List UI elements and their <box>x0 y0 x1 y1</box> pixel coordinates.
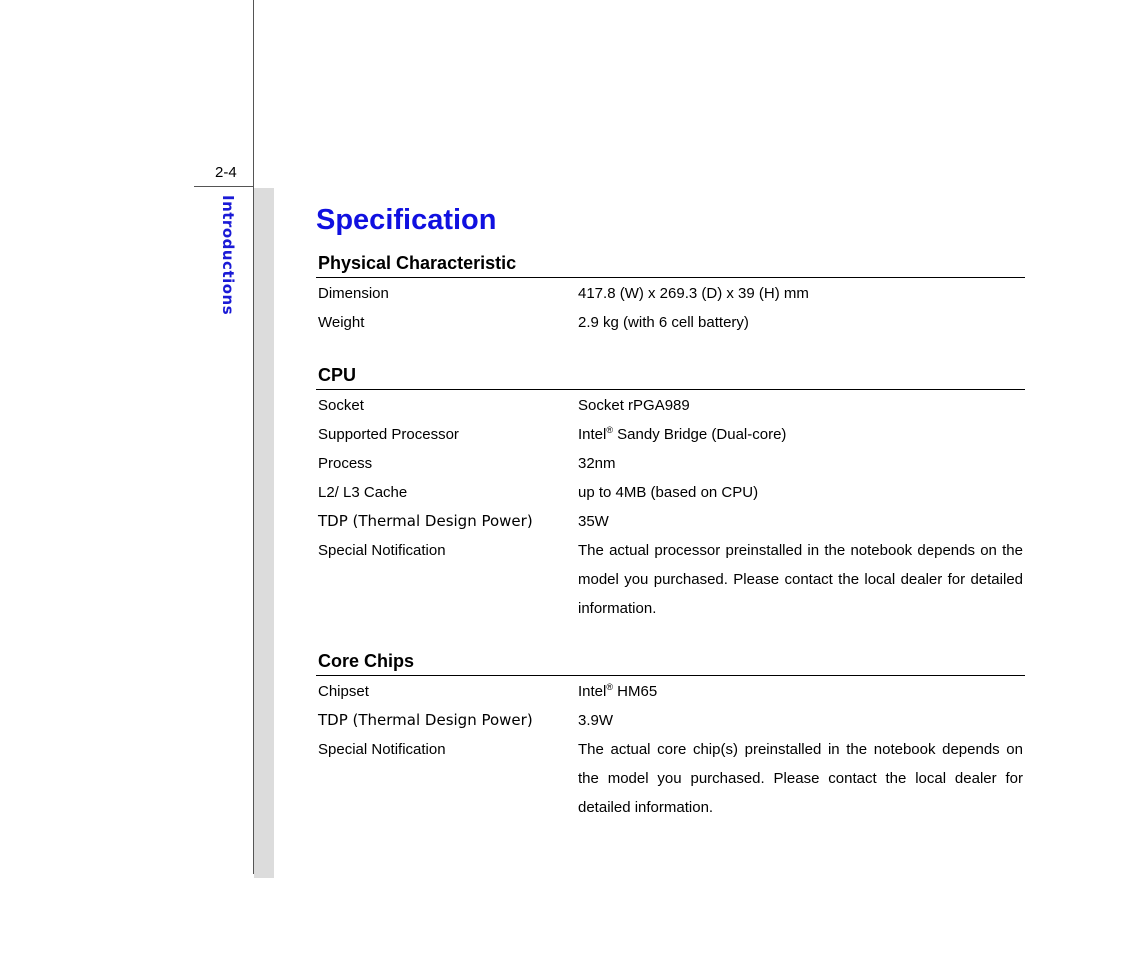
spec-value: 2.9 kg (with 6 cell battery) <box>578 314 749 331</box>
main-content <box>316 200 1025 822</box>
spec-label: TDP (Thermal Design Power) <box>318 512 533 530</box>
section-core-chips <box>316 650 1025 822</box>
spec-label: Special Notification <box>318 741 446 758</box>
page-number-rule <box>194 186 254 187</box>
page-title: Specification <box>316 204 497 236</box>
section-sidebar-bar <box>254 188 274 878</box>
section-heading: CPU <box>316 364 1025 390</box>
spec-label: Weight <box>318 314 365 331</box>
spec-value: up to 4MB (based on CPU) <box>578 484 759 501</box>
section-cpu <box>316 364 1025 623</box>
spec-label: Supported Processor <box>318 426 459 443</box>
spec-value: 32nm <box>578 455 616 472</box>
section-physical <box>316 252 1025 337</box>
spec-row <box>316 706 1025 735</box>
spec-row <box>316 677 1025 706</box>
spec-value: Socket rPGA989 <box>578 397 690 414</box>
spec-row <box>316 449 1025 478</box>
section-heading: Core Chips <box>316 650 1025 676</box>
brand-name: Intel <box>578 426 607 443</box>
brand-name: Intel <box>578 683 607 700</box>
spec-value: The actual core chip(s) preinstalled in the notebook depends on the model you purchased. Please contact the local dealer for detailed information. <box>578 741 1023 816</box>
product-name: HM65 <box>613 683 658 700</box>
spec-row <box>316 735 1025 822</box>
spec-value: 417.8 (W) x 269.3 (D) x 39 (H) mm <box>578 285 809 302</box>
spec-label: Chipset <box>318 683 369 700</box>
registered-mark: ® <box>606 682 613 692</box>
spec-row <box>316 279 1025 308</box>
section-heading: Physical Characteristic <box>316 252 1025 278</box>
spec-row <box>316 420 1025 449</box>
spec-row <box>316 507 1025 536</box>
spec-row <box>316 478 1025 507</box>
registered-mark: ® <box>606 425 613 435</box>
spec-value <box>578 420 1023 449</box>
spec-label: TDP (Thermal Design Power) <box>318 711 533 729</box>
product-name: Sandy Bridge (Dual-core) <box>613 426 787 443</box>
spec-label: Dimension <box>318 285 389 302</box>
page-number: 2-4 <box>215 164 237 181</box>
spec-value: The actual processor preinstalled in the notebook depends on the model you purchased. Please contact the local dealer for detailed information. <box>578 542 1023 617</box>
spec-value <box>578 677 1023 706</box>
spec-label: L2/ L3 Cache <box>318 484 408 501</box>
spec-value: 35W <box>578 513 609 530</box>
section-tab-label: Introductions <box>219 195 237 316</box>
spec-label: Special Notification <box>318 542 446 559</box>
spec-label: Socket <box>318 397 364 414</box>
spec-row <box>316 391 1025 420</box>
spec-label: Process <box>318 455 373 472</box>
spec-value: 3.9W <box>578 712 614 729</box>
spec-row <box>316 536 1025 623</box>
spec-row <box>316 308 1025 337</box>
